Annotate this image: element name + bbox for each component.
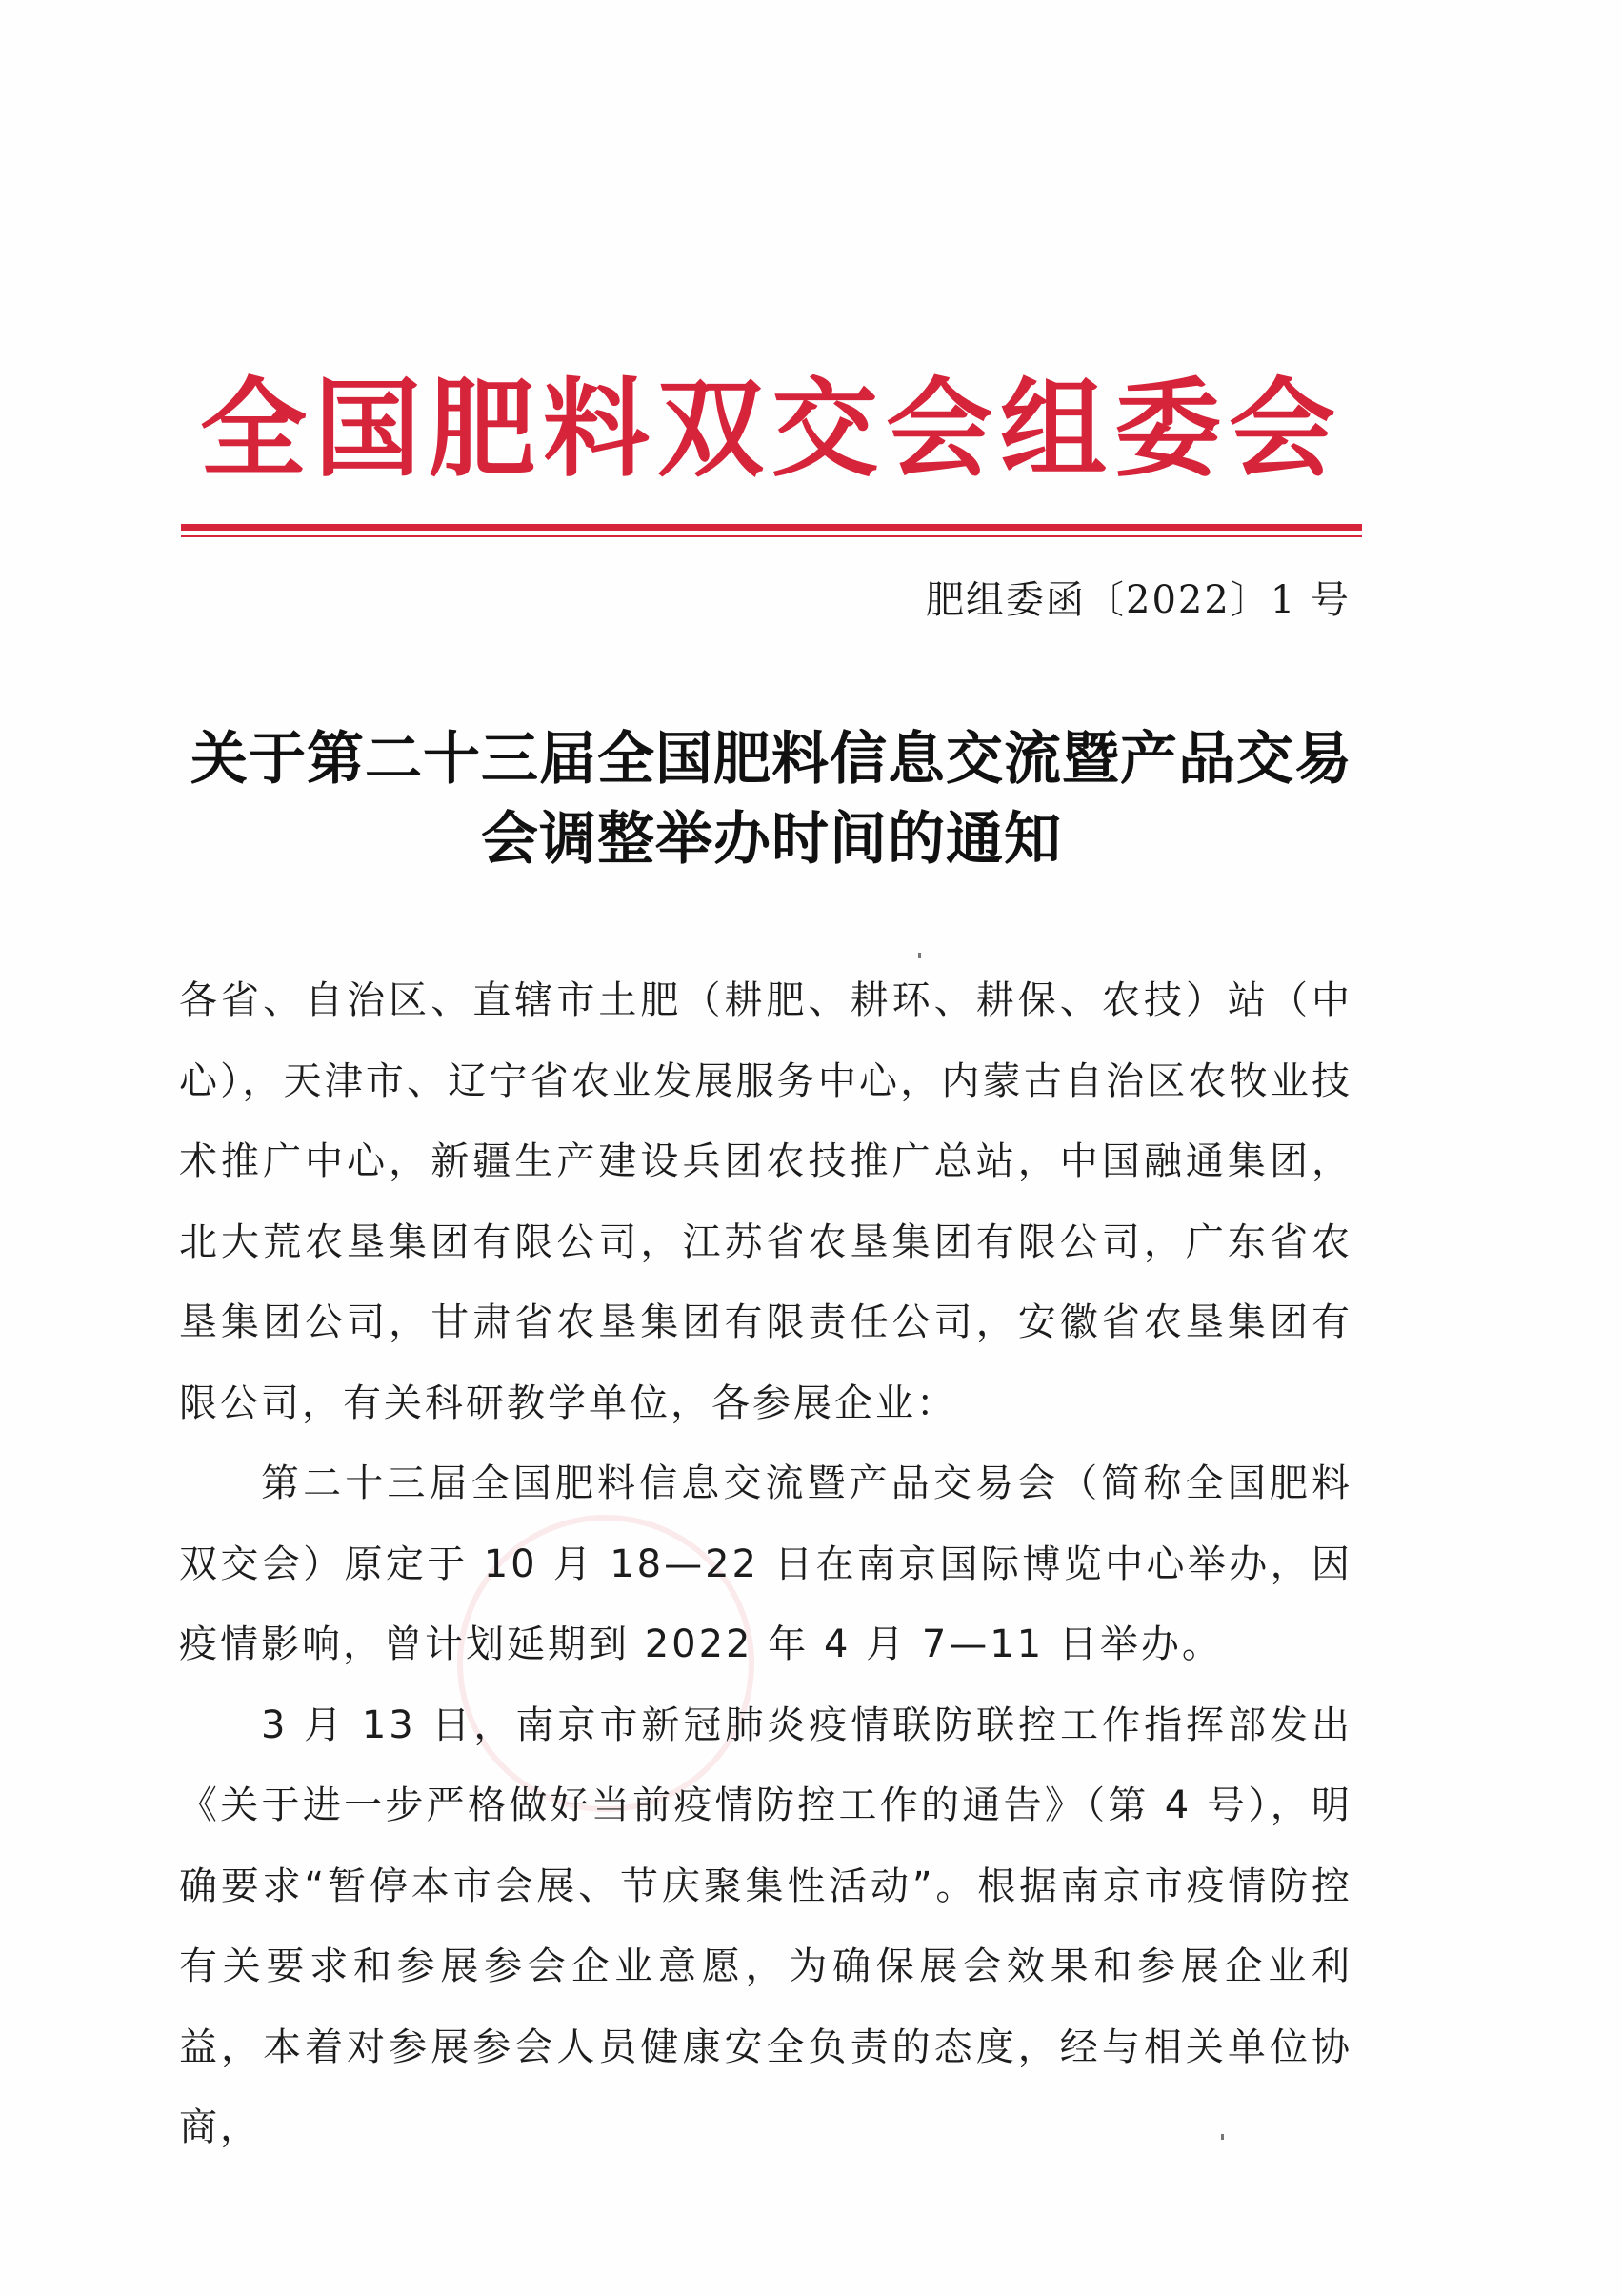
scan-speck xyxy=(918,953,921,958)
document-body xyxy=(179,960,1352,2168)
document-number: 肥组委函〔2022〕1 号 xyxy=(926,578,1351,622)
document-title xyxy=(181,719,1362,879)
letterhead-rule-thick xyxy=(181,524,1362,531)
letterhead-rule-thin xyxy=(181,535,1362,537)
body-paragraph-2: 3 月 13 日，南京市新冠肺炎疫情联防联控工作指挥部发出《关于进一步严格做好当前疫情防控工作的通告》（第 4 号），明确要求“暂停本市会展、节庆聚集性活动”。根据南京市疫情防控有关要求和参展参会企业意愿，为确保展会效果和参展企业利益，本着对参展参会人员健康安全负责的态度，经与相关单位协商， xyxy=(179,1702,1352,2149)
scan-speck xyxy=(1221,2134,1224,2140)
title-line-1: 关于第二十三届全国肥料信息交流暨产品交易 xyxy=(190,726,1352,793)
title-line-2: 会调整举办时间的通知 xyxy=(481,806,1062,873)
body-paragraph-1: 第二十三届全国肥料信息交流暨产品交易会（简称全国肥料双交会）原定于 10 月 18—22 日在南京国际博览中心举办，因疫情影响，曾计划延期到 2022 年 4 月 7—11 日举办。 xyxy=(179,1461,1352,1666)
salutation-paragraph: 各省、自治区、直辖市土肥（耕肥、耕环、耕保、农技）站（中心），天津市、辽宁省农业发展服务中心，内蒙古自治区农牧业技术推广中心，新疆生产建设兵团农技推广总站，中国融通集团，北大荒农垦集团有限公司，江苏省农垦集团有限公司，广东省农垦集团公司，甘肃省农垦集团有限责任公司，安徽省农垦集团有限公司，有关科研教学单位，各参展企业： xyxy=(179,978,1352,1425)
org-letterhead: 全国肥料双交会组委会 xyxy=(200,368,1343,492)
